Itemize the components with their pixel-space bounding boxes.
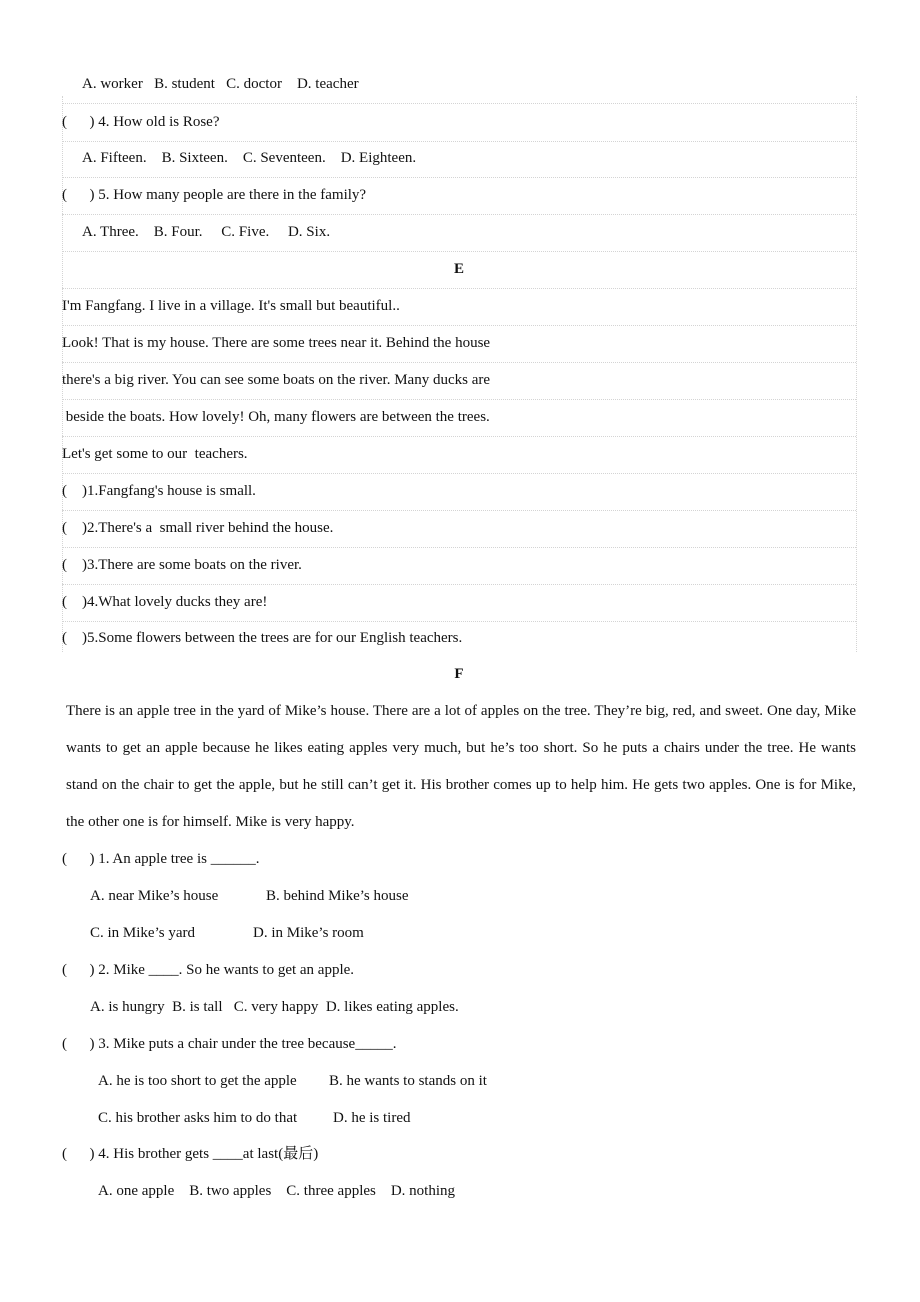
f-q3-options-ab — [62, 1063, 856, 1100]
f-passage: There is an apple tree in the yard of Mike’s house. There are a lot of apples on the tree. They’re big, red, and sweet. One day, Mike wants to get an apple because he likes eating apples very much, but he’s too short. So he puts a chairs under the tree. He wants stand on the chair to get the apple, but he still can’t get it. His brother comes up to help him. He gets two apples. One is for Mike, the other one is for himself. Mike is very happy. — [66, 703, 856, 830]
d-q5-question: ( ) 5. How many people are there in the family? — [62, 177, 856, 215]
e-question-2: ( )2.There's a small river behind the house. — [62, 510, 856, 548]
e-passage-line-2: Look! That is my house. There are some trees near it. Behind the house — [62, 325, 856, 363]
e-question-1: ( )1.Fangfang's house is small. — [62, 473, 856, 511]
d-q4-options: A. Fifteen. B. Sixteen. C. Seventeen. D. Eighteen. — [62, 140, 856, 178]
e-question-4: ( )4.What lovely ducks they are! — [62, 584, 856, 622]
f-q4-question: ( ) 4. His brother gets ____at last(最后) — [62, 1146, 319, 1162]
f-q3-options-cd — [62, 1100, 856, 1137]
section-e-heading: E — [62, 251, 856, 289]
f-q3-option-b: B. he wants to stands on it — [329, 1073, 487, 1089]
f-q2-options: A. is hungry B. is tall C. very happy D. likes eating apples. — [90, 999, 459, 1015]
e-passage-line-4: beside the boats. How lovely! Oh, many flowers are between the trees. — [62, 399, 856, 437]
f-q2-question: ( ) 2. Mike ____. So he wants to get an apple. — [62, 962, 355, 978]
f-q1-option-c: C. in Mike’s yard — [90, 925, 195, 941]
f-q3-option-d: D. he is tired — [333, 1110, 411, 1126]
e-question-3: ( )3.There are some boats on the river. — [62, 547, 856, 585]
e-question-5: ( )5.Some flowers between the trees are for our English teachers. — [62, 630, 463, 646]
f-q1-option-b: B. behind Mike’s house — [266, 888, 409, 904]
f-q3-option-c: C. his brother asks him to do that — [98, 1110, 298, 1126]
f-q1-options-ab — [62, 878, 856, 915]
table-border-right — [856, 96, 857, 652]
f-q4-options: A. one apple B. two apples C. three apples D. nothing — [98, 1183, 456, 1199]
d-q5-options: A. Three. B. Four. C. Five. D. Six. — [62, 214, 856, 252]
d-q4-question: ( ) 4. How old is Rose? — [62, 103, 856, 142]
e-passage-line-1: I'm Fangfang. I live in a village. It's small but beautiful.. — [62, 288, 856, 326]
d-q3-options: A. worker B. student C. doctor D. teacher — [82, 76, 359, 92]
f-q3-question: ( ) 3. Mike puts a chair under the tree because_____. — [62, 1036, 397, 1052]
f-q3-option-a: A. he is too short to get the apple — [98, 1073, 297, 1089]
f-q1-option-a: A. near Mike’s house — [90, 888, 219, 904]
e-passage-line-5: Let's get some to our teachers. — [62, 436, 856, 474]
section-f-heading: F — [454, 666, 464, 682]
e-passage-line-3: there's a big river. You can see some boats on the river. Many ducks are — [62, 362, 856, 400]
f-q1-option-d: D. in Mike’s room — [253, 925, 364, 941]
f-q1-question: ( ) 1. An apple tree is ______. — [62, 851, 260, 867]
f-q1-options-cd — [62, 915, 856, 952]
